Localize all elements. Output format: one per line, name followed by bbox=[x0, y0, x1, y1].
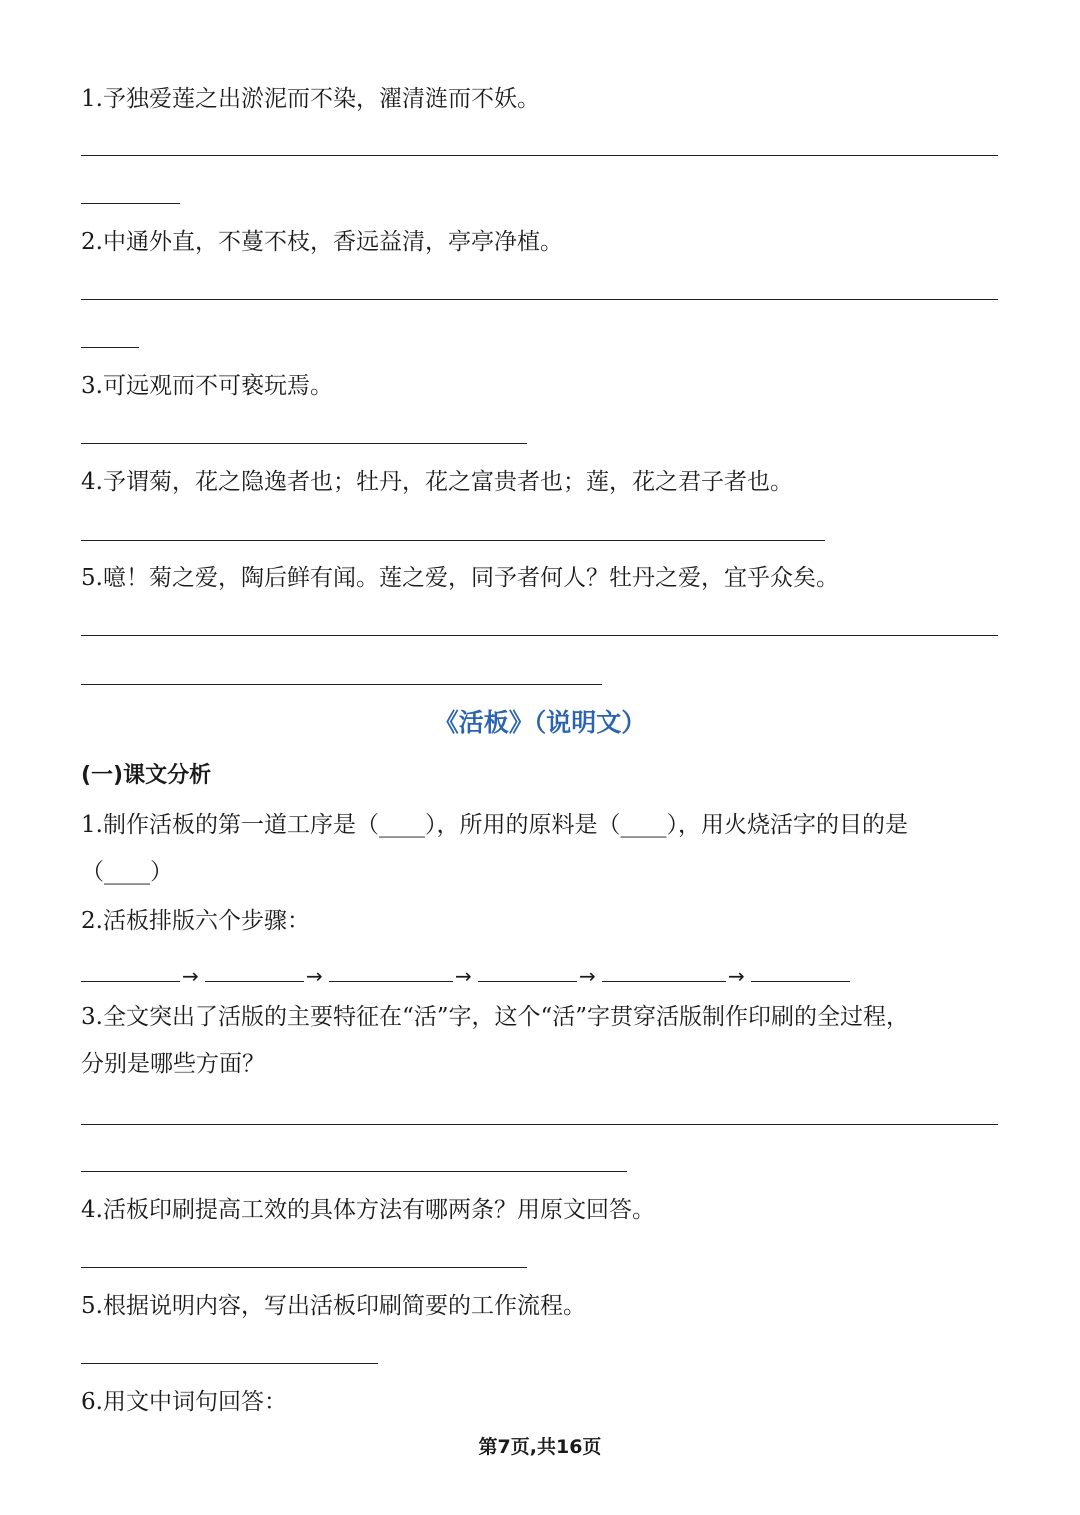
question-analysis-6: 6.用文中词句回答： bbox=[81, 1389, 287, 1415]
question-4: 4.予谓菊，花之隐逸者也；牡丹，花之富贵者也；莲，花之君子者也。 bbox=[81, 469, 793, 495]
steps-flow bbox=[81, 960, 861, 988]
step-blank-3 bbox=[329, 981, 453, 982]
question-analysis-3: 3.全文突出了活版的主要特征在“活”字，这个“活”字贯穿活版制作印刷的全过程， bbox=[81, 1004, 909, 1030]
answer-line bbox=[81, 155, 998, 156]
question-analysis-3-cont: 分别是哪些方面？ bbox=[81, 1051, 265, 1077]
answer-line bbox=[81, 347, 139, 348]
page-number: 第7页,共16页 bbox=[478, 1436, 602, 1458]
answer-line bbox=[81, 684, 602, 685]
question-analysis-2: 2.活板排版六个步骤： bbox=[81, 908, 310, 934]
answer-line bbox=[81, 203, 180, 204]
answer-line bbox=[81, 540, 825, 541]
step-blank-5 bbox=[602, 981, 726, 982]
question-analysis-4: 4.活板印刷提高工效的具体方法有哪两条？用原文回答。 bbox=[81, 1197, 655, 1223]
question-3: 3.可远观而不可亵玩焉。 bbox=[81, 373, 333, 399]
arrow-icon: → bbox=[455, 964, 472, 988]
question-analysis-1: 1.制作活板的第一道工序是（____），所用的原料是（____），用火烧活字的目的是 bbox=[81, 812, 908, 838]
answer-line bbox=[81, 1171, 627, 1172]
question-2: 2.中通外直，不蔓不枝，香远益清，亭亭净植。 bbox=[81, 229, 563, 255]
step-blank-2 bbox=[205, 981, 304, 982]
arrow-icon: → bbox=[579, 964, 596, 988]
section-title: 《活板》（说明文） bbox=[433, 708, 647, 737]
step-blank-4 bbox=[478, 981, 577, 982]
arrow-icon: → bbox=[728, 964, 745, 988]
answer-line bbox=[81, 1363, 378, 1364]
question-1: 1.予独爱莲之出淤泥而不染，濯清涟而不妖。 bbox=[81, 86, 540, 112]
question-analysis-5: 5.根据说明内容，写出活板印刷简要的工作流程。 bbox=[81, 1293, 586, 1319]
arrow-icon: → bbox=[182, 964, 199, 988]
answer-line bbox=[81, 1267, 527, 1268]
step-blank-1 bbox=[81, 981, 180, 982]
answer-line bbox=[81, 635, 998, 636]
subsection-heading: (一)课文分析 bbox=[81, 763, 212, 788]
answer-line bbox=[81, 1124, 998, 1125]
step-blank-6 bbox=[751, 981, 850, 982]
arrow-icon: → bbox=[306, 964, 323, 988]
answer-line bbox=[81, 299, 998, 300]
answer-line bbox=[81, 443, 527, 444]
question-analysis-1-cont: （____） bbox=[81, 859, 173, 885]
question-5: 5.噫！菊之爱，陶后鲜有闻。莲之爱，同予者何人？牡丹之爱，宜乎众矣。 bbox=[81, 565, 839, 591]
